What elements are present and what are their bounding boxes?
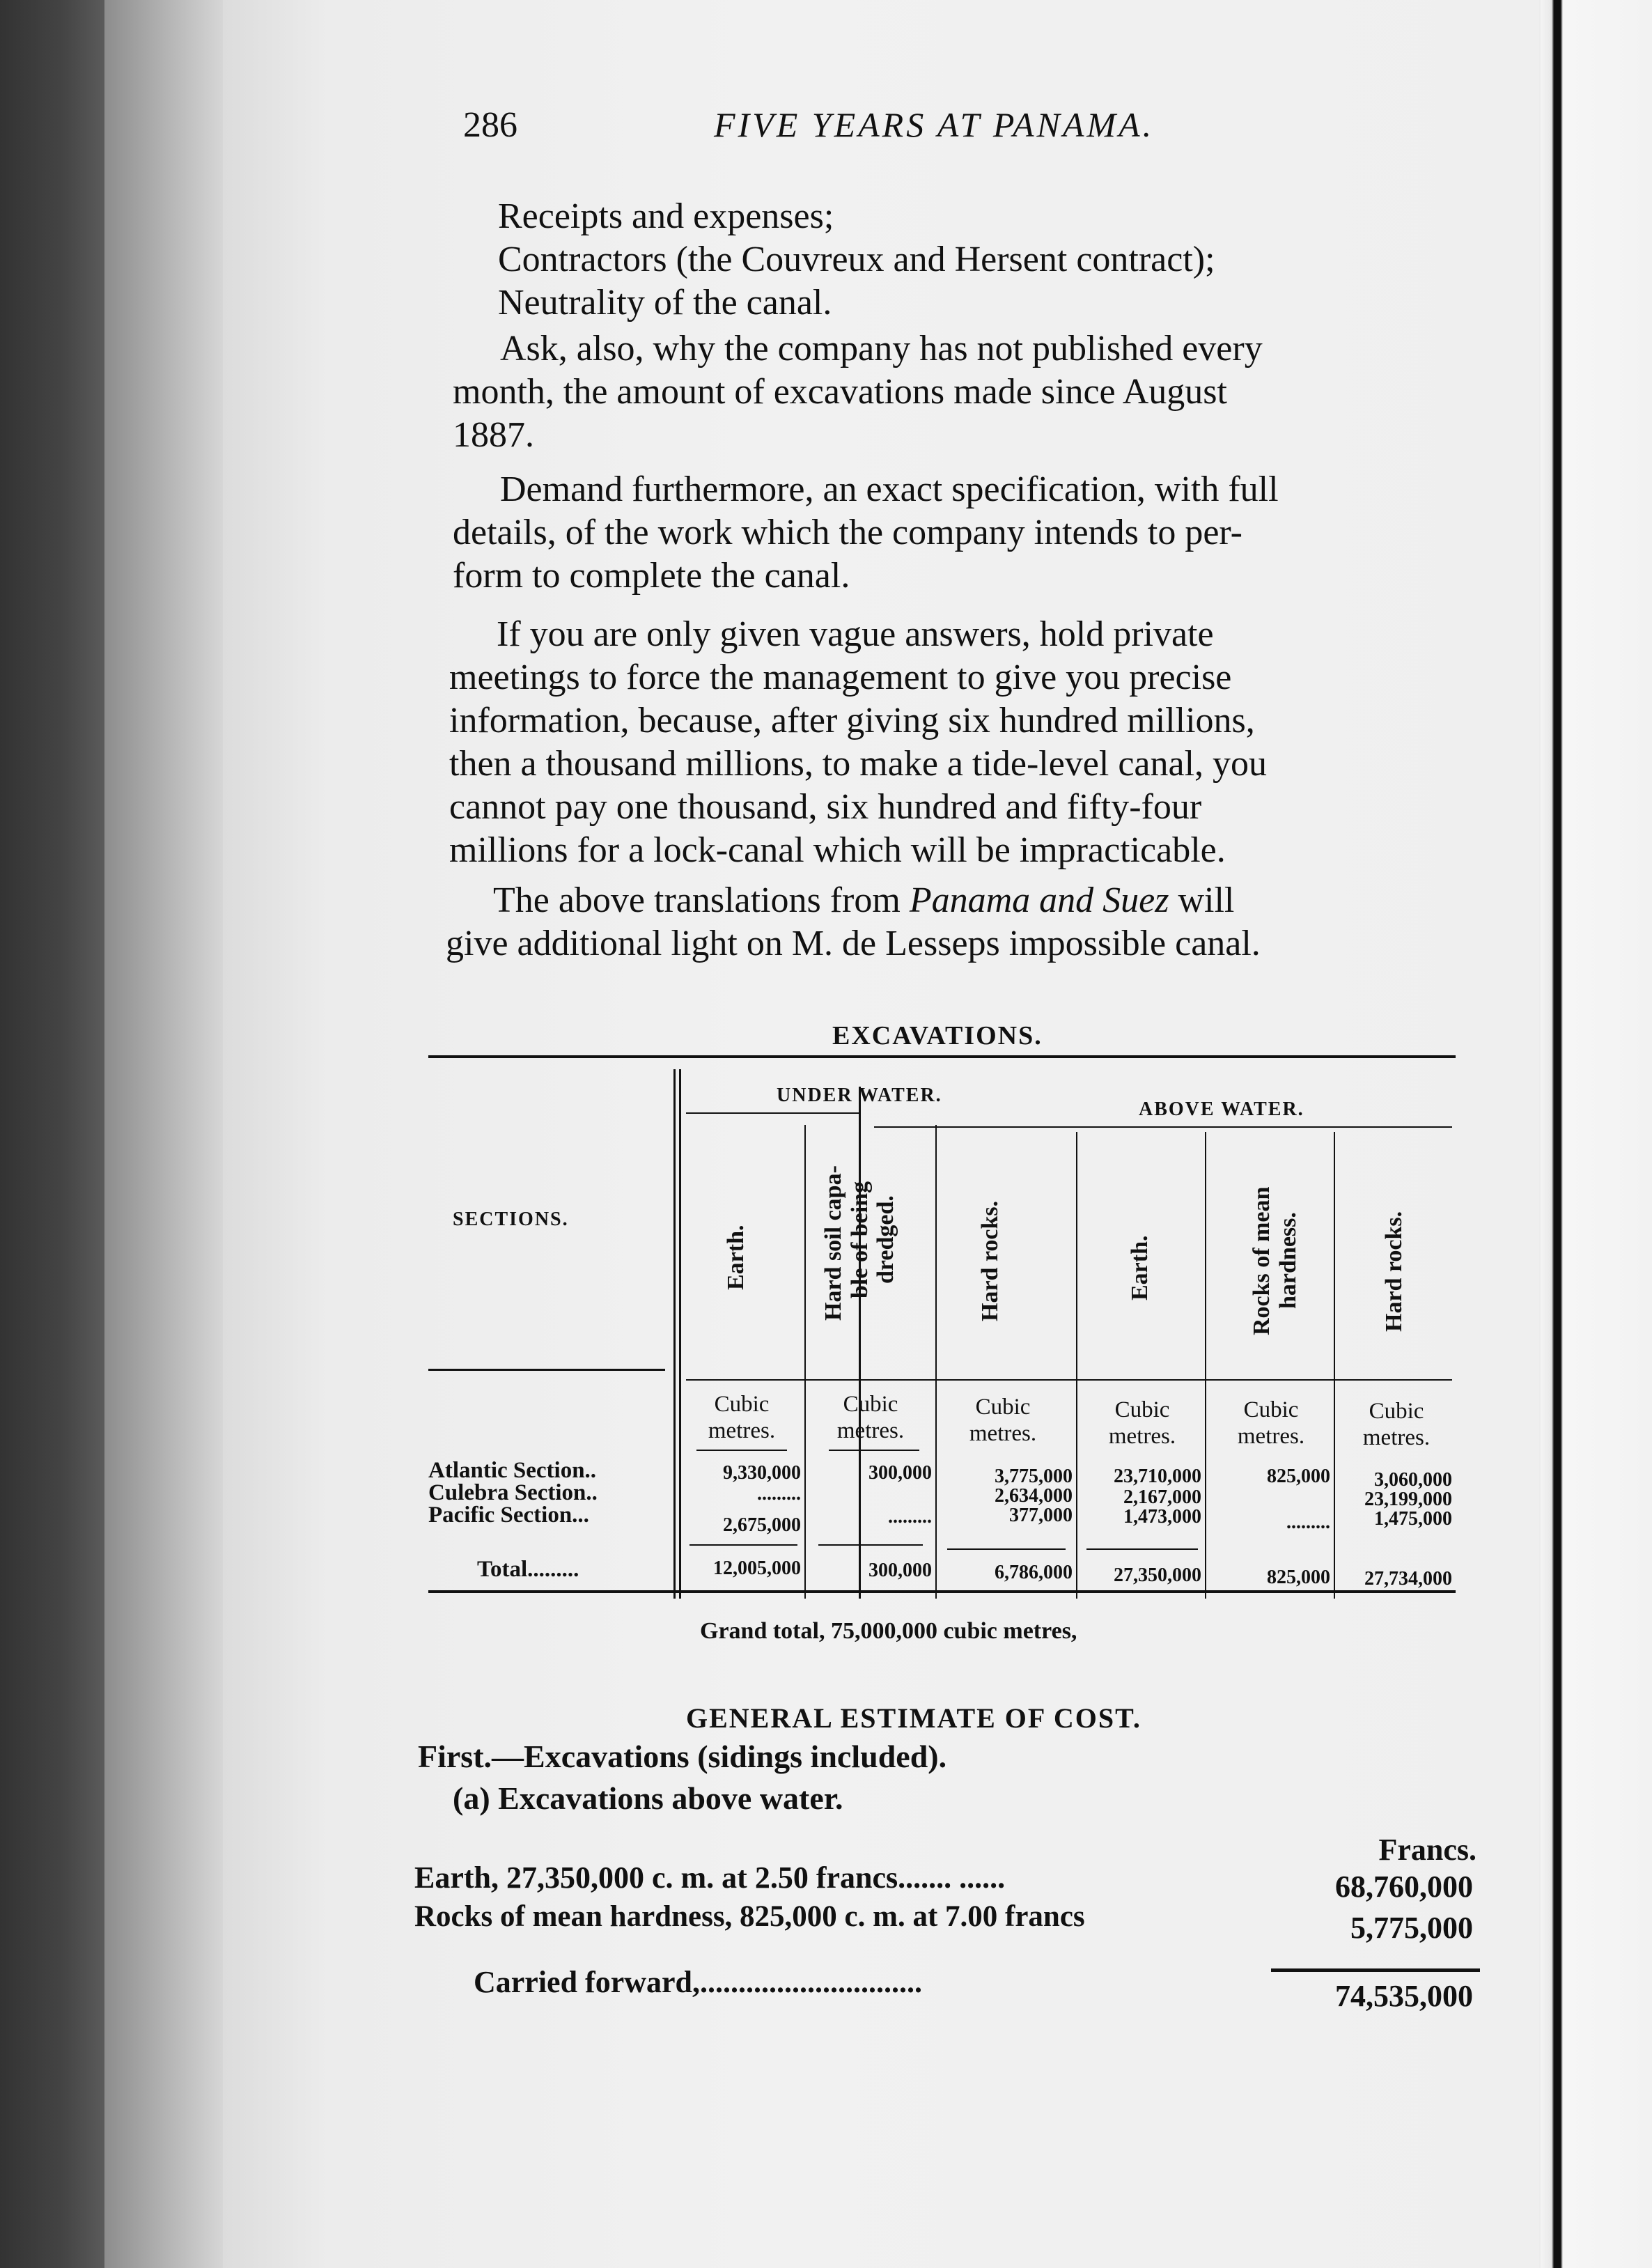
unit-label: Cubic metres.	[836, 1392, 905, 1443]
total-rule	[947, 1548, 1066, 1550]
cell-total-earth-above: 27,350,000	[1114, 1564, 1201, 1586]
table-bottom-rule	[428, 1590, 1456, 1593]
row-label-total: Total.........	[477, 1557, 579, 1582]
text-line: Contractors (the Couvreux and Hersent contract);	[498, 240, 1215, 279]
carried-forward-label: Carried forward,.............................	[474, 1965, 923, 1999]
text-line: cannot pay one thousand, six hundred and fifty-four	[449, 787, 1202, 827]
cell-atlantic-hard-rocks-under: 3,775,000	[995, 1466, 1073, 1487]
page-header	[463, 104, 1487, 153]
cell-pacific-hard-soil: .........	[888, 1506, 932, 1528]
paragraph-ask	[453, 327, 1652, 457]
text-line: meetings to force the management to give you precise	[449, 658, 1232, 697]
estimate-item-rocks: Rocks of mean hardness, 825,000 c. m. at 7.00 francs	[414, 1900, 1085, 1933]
text-line: Receipts and expenses;	[498, 196, 834, 236]
row-label-atlantic: Atlantic Section..	[428, 1458, 597, 1483]
unit-label: Cubic metres.	[708, 1392, 776, 1443]
col-header-hard-soil-line2: ble of being	[847, 1181, 873, 1299]
cell-atlantic-hard-rocks-above: 3,060,000	[1374, 1469, 1452, 1491]
col-header-hard-soil-line3: dredged.	[873, 1195, 898, 1284]
amount-earth: 68,760,000	[1335, 1870, 1473, 1904]
total-rule	[1086, 1548, 1198, 1550]
sections-header: SECTIONS.	[453, 1209, 569, 1230]
grand-total: Grand total, 75,000,000 cubic metres,	[700, 1618, 1077, 1644]
col-header-rocks-mean-line2: hardness.	[1275, 1212, 1301, 1310]
col-header-hard-rocks-above: Hard rocks.	[1381, 1211, 1407, 1332]
col-header-hard-rocks-under: Hard rocks.	[977, 1200, 1003, 1321]
unit-label: Cubic metres.	[1237, 1397, 1305, 1449]
header-rule	[874, 1126, 1452, 1128]
table-top-rule	[428, 1055, 1456, 1058]
book-spine-shadow	[0, 0, 104, 2268]
table-vrule	[804, 1125, 806, 1599]
cell-total-hard-soil: 300,000	[868, 1560, 932, 1581]
book-page-edge-right	[1541, 0, 1652, 2268]
cell-pacific-hard-rocks-under: 377,000	[1009, 1505, 1073, 1526]
running-title: FIVE YEARS AT PANAMA.	[714, 105, 1155, 144]
text-line: millions for a lock-canal which will be impracticable.	[449, 830, 1226, 870]
text-line: then a thousand millions, to make a tide-level canal, you	[449, 744, 1268, 784]
text-line: Neutrality of the canal.	[498, 283, 832, 323]
excavations-table	[428, 1055, 1456, 1644]
table-vrule	[1076, 1132, 1077, 1599]
header-rule	[728, 1112, 860, 1114]
cell-pacific-earth-under: 2,675,000	[723, 1514, 801, 1536]
text-line: month, the amount of excavations made since August	[453, 372, 1227, 412]
table-vrule	[1334, 1132, 1335, 1599]
paragraph-translations	[446, 879, 1652, 965]
cell-atlantic-earth-under: 9,330,000	[723, 1462, 801, 1484]
unit-rule	[829, 1450, 919, 1451]
row-label-pacific: Pacific Section...	[428, 1502, 589, 1528]
row-label-culebra: Culebra Section..	[428, 1480, 598, 1505]
cell-atlantic-rocks-mean: 825,000	[1267, 1466, 1330, 1487]
header-bottom-rule	[686, 1379, 1452, 1381]
col-header-hard-soil-line1: Hard soil capa-	[820, 1165, 846, 1321]
table-vrule	[679, 1069, 681, 1599]
text-line: Ask, also, why the company has not published every	[500, 329, 1263, 368]
unit-label: Cubic metres.	[1362, 1399, 1431, 1450]
unit-rule	[696, 1450, 787, 1451]
estimate-title: GENERAL ESTIMATE OF COST.	[686, 1702, 1141, 1734]
currency-header: Francs.	[1378, 1833, 1476, 1867]
col-header-earth-above: Earth.	[1127, 1235, 1153, 1300]
paragraph-vague-answers	[449, 613, 1652, 872]
text-line: details, of the work which the company intends to per-	[453, 513, 1242, 552]
total-rule	[818, 1544, 923, 1546]
text-line: If you are only given vague answers, hold private	[497, 614, 1214, 654]
cell-culebra-hard-rocks-under: 2,634,000	[995, 1485, 1073, 1507]
paragraph-neutrality	[498, 281, 1652, 325]
estimate-sub-a: (a) Excavations above water.	[453, 1780, 843, 1816]
unit-label: Cubic metres.	[1108, 1397, 1176, 1449]
estimate-item-earth: Earth, 27,350,000 c. m. at 2.50 francs....... ......	[414, 1861, 1006, 1895]
text-line: Demand furthermore, an exact specification, with full	[500, 469, 1279, 509]
cell-culebra-earth-above: 2,167,000	[1123, 1486, 1201, 1508]
unit-label: Cubic metres.	[969, 1395, 1037, 1446]
paragraph-demand	[453, 468, 1652, 598]
text-line: give additional light on M. de Lesseps impossible canal.	[446, 924, 1261, 963]
cell-total-rocks-mean: 825,000	[1267, 1567, 1330, 1588]
table-vrule	[673, 1069, 676, 1599]
total-rule	[689, 1544, 797, 1546]
text-line: The above translations from Panama and Suez will	[493, 880, 1235, 920]
excavations-title: EXCAVATIONS.	[832, 1021, 1043, 1050]
cell-culebra-hard-rocks-above: 23,199,000	[1364, 1489, 1452, 1510]
cell-total-hard-rocks-above: 27,734,000	[1364, 1568, 1452, 1590]
sum-rule	[1271, 1968, 1480, 1972]
estimate-first: First.—Excavations (sidings included).	[418, 1739, 947, 1774]
amount-rocks: 5,775,000	[1350, 1911, 1473, 1945]
page-number: 286	[463, 105, 517, 145]
carried-forward-amount: 74,535,000	[1335, 1979, 1473, 2013]
above-water-header: ABOVE WATER.	[1139, 1098, 1304, 1120]
paragraph-receipts	[498, 195, 1652, 238]
cell-pacific-rocks-mean: .........	[1286, 1512, 1330, 1533]
cell-total-earth-under: 12,005,000	[713, 1558, 801, 1579]
text-line: 1887.	[453, 415, 534, 455]
sections-rule	[428, 1369, 665, 1371]
cell-atlantic-earth-above: 23,710,000	[1114, 1466, 1201, 1487]
cell-atlantic-hard-soil: 300,000	[868, 1462, 932, 1484]
cell-culebra-earth-under: .........	[757, 1483, 801, 1505]
paragraph-contractors	[498, 238, 1652, 281]
table-vrule	[935, 1125, 937, 1599]
text-line: information, because, after giving six hundred millions,	[449, 701, 1255, 740]
cell-pacific-earth-above: 1,473,000	[1123, 1506, 1201, 1528]
book-page	[223, 0, 1539, 2268]
under-water-header: UNDER WATER.	[777, 1085, 942, 1106]
cell-total-hard-rocks-under: 6,786,000	[995, 1562, 1073, 1583]
cell-pacific-hard-rocks-above: 1,475,000	[1374, 1508, 1452, 1530]
book-title-italic: Panama and Suez	[909, 880, 1169, 920]
table-vrule	[1205, 1132, 1206, 1599]
col-header-rocks-mean-line1: Rocks of mean	[1249, 1186, 1275, 1335]
text-line: form to complete the canal.	[453, 556, 850, 596]
col-header-earth-under: Earth.	[723, 1225, 749, 1290]
